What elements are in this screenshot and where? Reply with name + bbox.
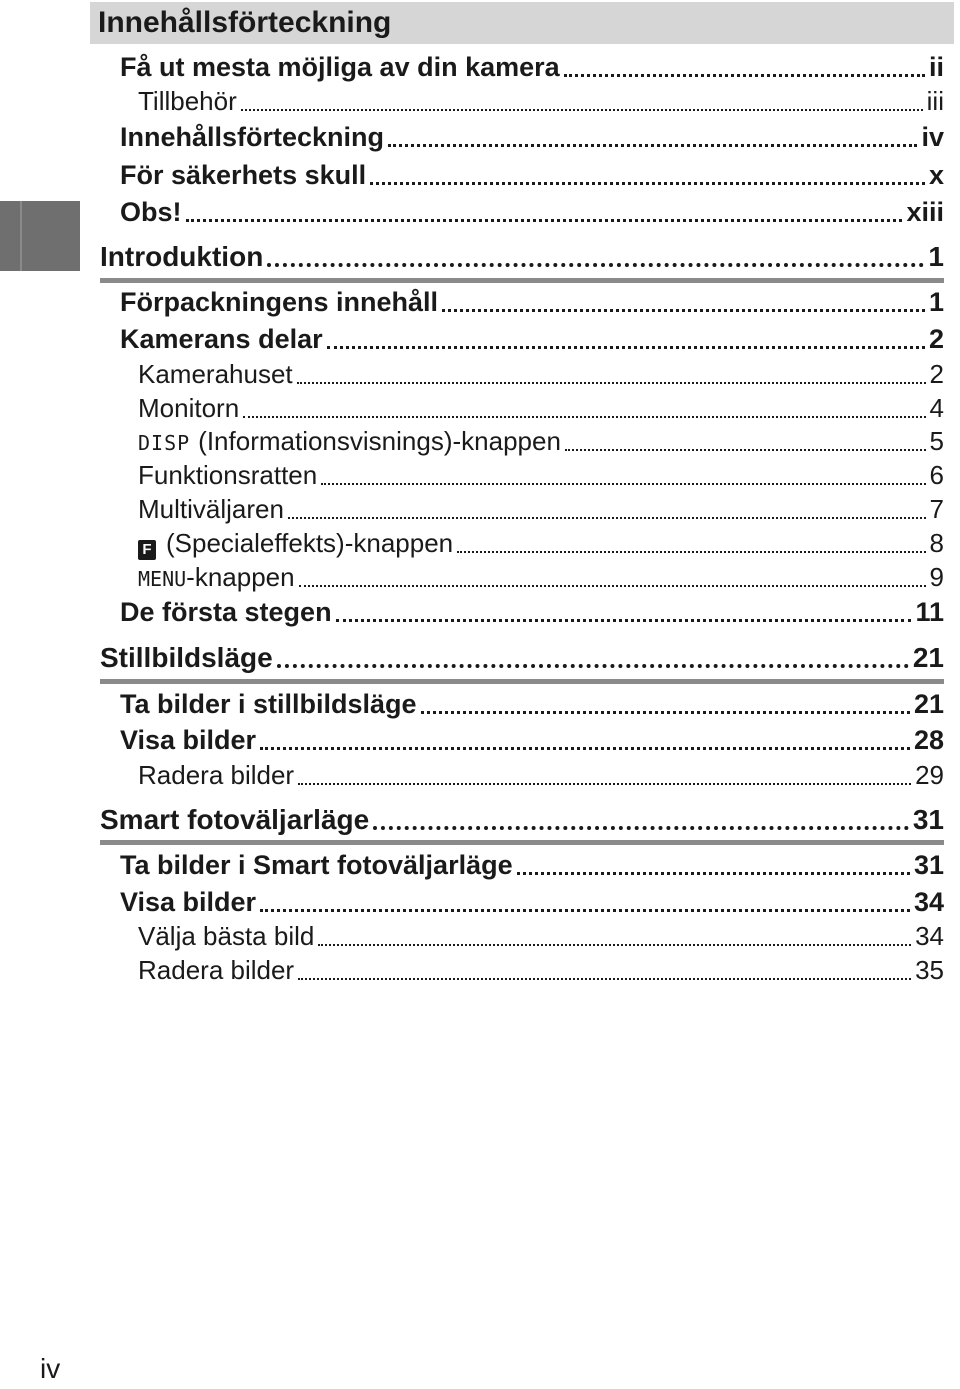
page-number: iv: [40, 1353, 61, 1384]
toc-entry-label: Ta bilder i Smart fotoväljarläge: [120, 850, 513, 880]
toc-entry-page: 29: [915, 760, 944, 790]
toc-entry-label: (Informationsvisnings)-knappen: [198, 426, 561, 456]
toc-entry-label: (Specialeffekts)-knappen: [166, 528, 454, 558]
toc-chapter-label: Stillbildsläge: [100, 642, 273, 673]
toc-entry-page: x: [928, 160, 944, 190]
toc-entry[interactable]: [138, 955, 944, 986]
toc-entry-label: Obs!: [120, 197, 182, 227]
toc-title-bar: [90, 2, 954, 44]
disp-button-icon: DISP: [138, 431, 191, 455]
dot-leader: [288, 517, 926, 519]
page-title: Innehållsförteckning: [98, 6, 392, 39]
toc-entry[interactable]: [138, 460, 944, 491]
toc-entry-page: xiii: [906, 197, 944, 227]
toc-entry[interactable]: [120, 287, 944, 318]
dot-leader: [421, 711, 910, 714]
dot-leader: [267, 263, 924, 267]
toc-entry-page: 5: [929, 426, 944, 456]
chapter-side-tab: [0, 201, 80, 271]
dot-leader: [336, 619, 912, 622]
toc-entry-page: 2: [929, 359, 944, 389]
dot-leader: [318, 944, 911, 946]
chapter-rule: [100, 278, 944, 283]
toc-entry-label: Monitorn: [138, 393, 240, 423]
toc-entry-page: 35: [915, 955, 944, 985]
toc-entry-page: 9: [929, 562, 944, 592]
toc-entry[interactable]: [120, 197, 944, 228]
toc-entry[interactable]: [138, 359, 944, 390]
toc-entry-page: ii: [928, 52, 944, 82]
toc-entry-label: Visa bilder: [120, 887, 257, 917]
toc-entry-page: 31: [913, 850, 944, 880]
toc-entry-page: 28: [913, 725, 944, 755]
dot-leader: [370, 182, 925, 185]
toc-entry[interactable]: [120, 160, 944, 191]
toc-chapter-label: Introduktion: [100, 241, 264, 272]
toc-entry-label: För säkerhets skull: [120, 160, 367, 190]
chapter-rule: [100, 679, 944, 684]
toc-chapter-page: 1: [928, 241, 944, 272]
dot-leader: [297, 382, 926, 384]
toc-chapter[interactable]: [100, 804, 944, 836]
toc-entry-label: -knappen: [186, 562, 295, 592]
toc-entry-label: De första stegen: [120, 597, 332, 627]
toc-entry-label: Tillbehör: [138, 86, 237, 116]
dot-leader: [564, 74, 925, 77]
toc-entry[interactable]: [120, 725, 944, 756]
toc-entry-label: Radera bilder: [138, 955, 295, 985]
toc-entry-page: 7: [929, 494, 944, 524]
toc-entry-page: 21: [913, 689, 944, 719]
toc-entry[interactable]: [138, 426, 944, 457]
toc-chapter-page: 21: [912, 642, 944, 673]
toc-chapter-page: 31: [912, 804, 944, 835]
dot-leader: [260, 909, 910, 912]
toc-entry[interactable]: [138, 562, 944, 593]
toc-entry-page: 34: [913, 887, 944, 917]
toc-entry-label: Få ut mesta möjliga av din kamera: [120, 52, 560, 82]
dot-leader: [373, 826, 909, 830]
toc-entry[interactable]: [138, 494, 944, 525]
dot-leader: [327, 346, 925, 349]
toc-entry-label: Innehållsförteckning: [120, 122, 385, 152]
toc-entry-label: Multiväljaren: [138, 494, 284, 524]
menu-button-icon: MENU: [138, 567, 187, 591]
toc-entry-label: Förpackningens innehåll: [120, 287, 439, 317]
dot-leader: [277, 664, 909, 668]
toc-entry[interactable]: [120, 689, 944, 720]
dot-leader: [298, 783, 911, 785]
toc-entry-label: Välja bästa bild: [138, 921, 315, 951]
dot-leader: [299, 585, 926, 587]
chapter-rule: [100, 840, 944, 845]
toc-chapter[interactable]: [100, 642, 944, 674]
toc-entry[interactable]: [138, 528, 944, 559]
toc-entry-label: Visa bilder: [120, 725, 257, 755]
side-tab-divider: [20, 201, 22, 271]
dot-leader: [241, 109, 923, 111]
dot-leader: [442, 309, 925, 312]
toc-entry[interactable]: [138, 86, 944, 117]
toc-entry[interactable]: [120, 597, 944, 628]
dot-leader: [186, 219, 903, 222]
toc-entry-page: iv: [921, 122, 944, 152]
toc-chapter-label: Smart fotoväljarläge: [100, 804, 370, 835]
toc-entry[interactable]: [120, 122, 944, 153]
toc-entry[interactable]: [120, 887, 944, 918]
toc-entry-page: 6: [929, 460, 944, 490]
toc-entry[interactable]: [138, 760, 944, 791]
toc-entry-page: 11: [915, 597, 944, 627]
toc-entry-page: 4: [929, 393, 944, 423]
dot-leader: [298, 978, 911, 980]
toc-entry[interactable]: [120, 52, 944, 83]
dot-leader: [388, 144, 917, 147]
toc-entry-label: Ta bilder i stillbildsläge: [120, 689, 417, 719]
toc-entry-page: 8: [929, 528, 944, 558]
toc-entry-page: 1: [928, 287, 944, 317]
toc-entry-page: iii: [926, 86, 944, 116]
toc-entry[interactable]: [138, 393, 944, 424]
toc-entry[interactable]: [138, 921, 944, 952]
toc-entry-label: Radera bilder: [138, 760, 295, 790]
dot-leader: [243, 416, 925, 418]
toc-entry-page: 2: [928, 324, 944, 354]
toc-chapter[interactable]: [100, 241, 944, 273]
toc-entry-label: Funktionsratten: [138, 460, 318, 490]
dot-leader: [260, 747, 910, 750]
toc-entry-label: Kamerahuset: [138, 359, 293, 389]
dot-leader: [565, 449, 926, 451]
dot-leader: [517, 872, 910, 875]
dot-leader: [457, 551, 925, 553]
dot-leader: [321, 483, 925, 485]
special-effects-button-icon: F: [138, 540, 156, 560]
toc-entry-page: 34: [915, 921, 944, 951]
toc-entry-label: Kamerans delar: [120, 324, 323, 354]
toc-entry[interactable]: [120, 850, 944, 881]
toc-entry[interactable]: [120, 324, 944, 355]
